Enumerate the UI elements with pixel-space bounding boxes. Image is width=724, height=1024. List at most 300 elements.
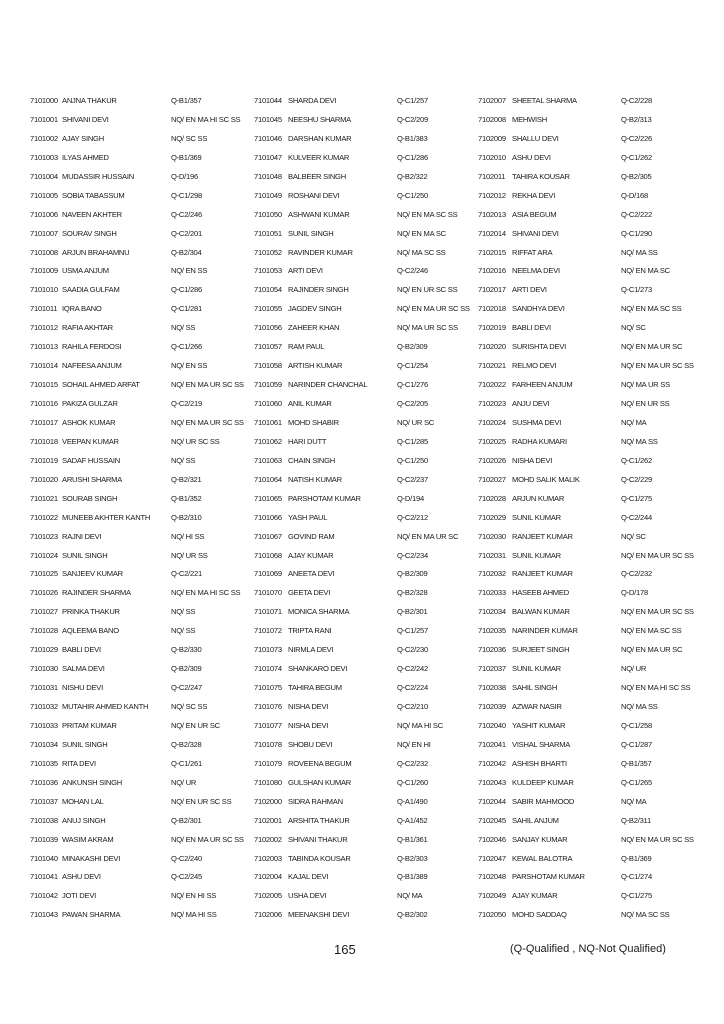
candidate-name: SADAF HUSSAIN — [62, 455, 120, 465]
candidate-name: SURISHTA DEVI — [512, 342, 566, 352]
roll-number: 7101028 — [30, 626, 58, 636]
candidate-name: ANKUNSH SINGH — [62, 777, 123, 787]
roll-number: 7101021 — [30, 493, 58, 503]
roll-number: 7102036 — [478, 645, 506, 655]
result-code: Q-B1/389 — [397, 872, 428, 882]
candidate-name: ZAHEER KHAN — [288, 323, 340, 333]
candidate-name: MEENAKSHI DEVI — [288, 910, 350, 920]
roll-number: 7102012 — [478, 190, 506, 200]
roll-number: 7102016 — [478, 266, 506, 276]
candidate-name: RANJEET KUMAR — [512, 569, 573, 579]
candidate-name: SUNIL SINGH — [62, 739, 108, 749]
result-code: Q-C1/260 — [397, 777, 428, 787]
roll-number: 7102032 — [478, 569, 506, 579]
result-code: NQ/ EN MA UR SC — [621, 342, 683, 352]
result-code: NQ/ EN MA HI SC SS — [171, 114, 241, 124]
result-code: Q-B2/322 — [397, 171, 428, 181]
result-code: Q-C1/258 — [621, 720, 652, 730]
result-code: Q-B2/330 — [171, 645, 202, 655]
roll-number: 7102009 — [478, 133, 506, 143]
result-code: Q-C2/230 — [397, 645, 428, 655]
candidate-name: SOURAB SINGH — [62, 493, 118, 503]
roll-number: 7101037 — [30, 796, 58, 806]
result-code: NQ/ EN HI — [397, 739, 431, 749]
result-code: Q-C1/262 — [621, 152, 652, 162]
result-code: NQ/ EN UR SS — [621, 399, 670, 408]
candidate-name: AZWAR NASIR — [512, 702, 562, 711]
result-code: Q-C1/286 — [397, 152, 428, 162]
roll-number: 7102013 — [478, 209, 506, 219]
roll-number: 7101056 — [254, 323, 282, 333]
result-code: Q-C1/290 — [621, 228, 652, 238]
candidate-name: SABIR MAHMOOD — [512, 796, 575, 806]
result-code: Q-C1/276 — [397, 380, 428, 390]
roll-number: 7101023 — [30, 531, 58, 541]
candidate-name: SHEETAL SHARMA — [512, 96, 577, 105]
candidate-name: SAHIL ANJUM — [512, 815, 559, 825]
roll-number: 7102020 — [478, 342, 506, 352]
result-code: NQ/ MA — [621, 796, 647, 806]
result-code: Q-B1/361 — [397, 834, 428, 844]
candidate-name: PAKIZA GULZAR — [62, 399, 118, 408]
roll-number: 7102025 — [478, 436, 506, 446]
result-code: Q-C1/298 — [171, 190, 202, 200]
candidate-name: KAJAL DEVI — [288, 872, 329, 882]
candidate-name: BABLI DEVI — [512, 323, 551, 333]
result-code: NQ/ MA — [397, 891, 423, 901]
result-code: NQ/ EN MA UR SC SS — [397, 304, 470, 314]
roll-number: 7101071 — [254, 607, 282, 617]
candidate-name: RANJEET KUMAR — [512, 531, 573, 541]
candidate-name: SUNIL KUMAR — [512, 512, 561, 522]
candidate-name: SHALLU DEVI — [512, 133, 559, 143]
result-code: Q-B2/311 — [621, 815, 651, 825]
roll-number: 7101010 — [30, 285, 58, 295]
result-code: Q-C2/209 — [397, 114, 428, 124]
roll-number: 7102046 — [478, 834, 506, 844]
roll-number: 7101007 — [30, 228, 58, 238]
roll-number: 7101054 — [254, 285, 282, 295]
roll-number: 7102028 — [478, 493, 506, 503]
roll-number: 7102019 — [478, 323, 506, 333]
candidate-name: REKHA DEVI — [512, 190, 556, 200]
result-code: Q-A1/452 — [397, 815, 428, 825]
candidate-name: NEELMA DEVI — [512, 266, 560, 276]
roll-number: 7102033 — [478, 588, 506, 598]
candidate-name: YASH PAUL — [288, 512, 328, 522]
candidate-name: AJAY SINGH — [62, 133, 104, 143]
result-code: Q-B2/305 — [621, 171, 652, 181]
roll-number: 7101055 — [254, 304, 282, 314]
candidate-name: TRIPTA RANI — [288, 626, 332, 636]
result-code: Q-C1/250 — [397, 190, 428, 200]
roll-number: 7101044 — [254, 96, 282, 105]
roll-number: 7101051 — [254, 228, 282, 238]
result-code: Q-C2/234 — [397, 550, 428, 560]
roll-number: 7101048 — [254, 171, 282, 181]
candidate-name: KULVEER KUMAR — [288, 152, 350, 162]
result-code: NQ/ EN MA UR SC SS — [621, 550, 694, 560]
result-code: NQ/ SC SS — [171, 133, 208, 143]
roll-number: 7101060 — [254, 399, 282, 408]
roll-number: 7101046 — [254, 133, 282, 143]
candidate-name: ASHWANI KUMAR — [288, 209, 350, 219]
candidate-name: PAWAN SHARMA — [62, 910, 121, 920]
candidate-name: RAHILA FERDOSI — [62, 342, 122, 352]
result-code: Q-C2/247 — [171, 683, 202, 693]
result-code: Q-C1/262 — [621, 455, 652, 465]
roll-number: 7102024 — [478, 417, 506, 427]
candidate-name: RAJINDER SHARMA — [62, 588, 131, 598]
roll-number: 7101005 — [30, 190, 58, 200]
candidate-name: GULSHAN KUMAR — [288, 777, 351, 787]
roll-number: 7102049 — [478, 891, 506, 901]
candidate-name: ASHU DEVI — [512, 152, 551, 162]
result-code: NQ/ EN MA UR SC SS — [621, 361, 694, 371]
roll-number: 7101041 — [30, 872, 58, 882]
result-code: NQ/ EN MA SC SS — [621, 304, 682, 314]
result-code: Q-C1/287 — [621, 739, 652, 749]
candidate-name: MOHD SALIK MALIK — [512, 474, 580, 484]
roll-number: 7101049 — [254, 190, 282, 200]
candidate-name: ANEETA DEVI — [288, 569, 335, 579]
result-code: NQ/ EN MA UR SC SS — [621, 607, 694, 617]
roll-number: 7101036 — [30, 777, 58, 787]
candidate-name: NARINDER KUMAR — [512, 626, 578, 636]
roll-number: 7101015 — [30, 380, 58, 390]
roll-number: 7101040 — [30, 853, 58, 863]
result-code: NQ/ EN MA UR SC SS — [621, 834, 694, 844]
result-code: Q-C1/275 — [621, 493, 652, 503]
candidate-name: ARJUN BRAHAMNU — [62, 247, 130, 257]
result-code: Q-C2/205 — [397, 399, 428, 408]
candidate-name: ARUSHI SHARMA — [62, 474, 123, 484]
result-code: NQ/ EN MA UR SC SS — [171, 417, 244, 427]
roll-number: 7101027 — [30, 607, 58, 617]
candidate-name: ARTI DEVI — [288, 266, 323, 276]
result-code: NQ/ EN MA SC SS — [621, 626, 682, 636]
roll-number: 7102043 — [478, 777, 506, 787]
result-code: Q-B2/301 — [397, 607, 428, 617]
roll-number: 7102038 — [478, 683, 506, 693]
candidate-name: NISHU DEVI — [62, 683, 103, 693]
candidate-name: SHIVANI DEVI — [62, 114, 109, 124]
candidate-name: RAJNI DEVI — [62, 531, 102, 541]
result-code: NQ/ HI SS — [171, 531, 205, 541]
result-code: Q-B1/369 — [171, 152, 202, 162]
candidate-name: VEEPAN KUMAR — [62, 436, 119, 446]
result-code: NQ/ EN MA SC — [621, 266, 670, 276]
candidate-name: RAJINDER SINGH — [288, 285, 349, 295]
result-code: NQ/ EN MA HI SC SS — [621, 683, 691, 693]
roll-number: 7102023 — [478, 399, 506, 408]
result-code: Q-C2/210 — [397, 702, 428, 711]
roll-number: 7102008 — [478, 114, 506, 124]
roll-number: 7102042 — [478, 758, 506, 768]
roll-number: 7102021 — [478, 361, 506, 371]
roll-number: 7101052 — [254, 247, 282, 257]
candidate-name: SHARDA DEVI — [288, 96, 337, 105]
roll-number: 7102034 — [478, 607, 506, 617]
result-code: Q-B2/309 — [397, 342, 428, 352]
result-code: Q-C2/224 — [397, 683, 428, 693]
page-number: 165 — [334, 942, 356, 957]
roll-number: 7101042 — [30, 891, 58, 901]
candidate-name: NATISH KUMAR — [288, 474, 342, 484]
candidate-name: GOVIND RAM — [288, 531, 335, 541]
candidate-name: IQRA BANO — [62, 304, 102, 314]
roll-number: 7102029 — [478, 512, 506, 522]
result-code: NQ/ EN SS — [171, 361, 208, 371]
candidate-name: JAGDEV SINGH — [288, 304, 342, 314]
roll-number: 7102027 — [478, 474, 506, 484]
candidate-name: NAVEEN AKHTER — [62, 209, 122, 219]
candidate-name: TAHIRA KOUSAR — [512, 171, 570, 181]
roll-number: 7102031 — [478, 550, 506, 560]
candidate-name: RITA DEVI — [62, 758, 96, 768]
roll-number: 7102006 — [254, 910, 282, 920]
result-code: NQ/ UR SC SS — [171, 436, 220, 446]
result-code: Q-C1/250 — [397, 455, 428, 465]
roll-number: 7101038 — [30, 815, 58, 825]
roll-number: 7101050 — [254, 209, 282, 219]
result-code: Q-C1/257 — [397, 626, 428, 636]
candidate-name: DARSHAN KUMAR — [288, 133, 352, 143]
candidate-name: MUTAHIR AHMED KANTH — [62, 702, 149, 711]
candidate-name: SUSHMA DEVI — [512, 417, 562, 427]
candidate-name: SUNIL SINGH — [62, 550, 108, 560]
candidate-name: JOTI DEVI — [62, 891, 97, 901]
candidate-name: MOHD SADDAQ — [512, 910, 567, 920]
roll-number: 7101024 — [30, 550, 58, 560]
candidate-name: ARTISH KUMAR — [288, 361, 343, 371]
result-code: Q-C2/221 — [171, 569, 202, 579]
roll-number: 7101074 — [254, 664, 282, 674]
result-code: Q-C1/257 — [397, 96, 428, 105]
roll-number: 7101004 — [30, 171, 58, 181]
result-code: Q-B2/328 — [397, 588, 428, 598]
candidate-name: SHIVANI DEVI — [512, 228, 559, 238]
roll-number: 7101008 — [30, 247, 58, 257]
roll-number: 7102017 — [478, 285, 506, 295]
roll-number: 7101002 — [30, 133, 58, 143]
roll-number: 7101011 — [30, 304, 58, 314]
result-code: NQ/ MA HI SC — [397, 720, 443, 730]
candidate-name: MONICA SHARMA — [288, 607, 350, 617]
result-code: Q-B2/313 — [621, 114, 652, 124]
candidate-name: SHIVANI THAKUR — [288, 834, 348, 844]
result-code: Q-C1/286 — [171, 285, 202, 295]
candidate-name: SAADIA GULFAM — [62, 285, 120, 295]
roll-number: 7101033 — [30, 720, 58, 730]
roll-number: 7102015 — [478, 247, 506, 257]
candidate-name: MOHAN LAL — [62, 796, 104, 806]
candidate-name: NARINDER CHANCHAL — [288, 380, 368, 390]
roll-number: 7101029 — [30, 645, 58, 655]
candidate-name: ASHU DEVI — [62, 872, 101, 882]
roll-number: 7101066 — [254, 512, 282, 522]
roll-number: 7102045 — [478, 815, 506, 825]
roll-number: 7101003 — [30, 152, 58, 162]
roll-number: 7101076 — [254, 702, 282, 711]
result-code: NQ/ EN MA UR SC SS — [171, 380, 244, 390]
roll-number: 7101062 — [254, 436, 282, 446]
result-code: NQ/ EN UR SC — [171, 720, 220, 730]
candidate-name: NISHA DEVI — [512, 455, 553, 465]
result-code: Q-C1/274 — [621, 872, 652, 882]
candidate-name: ARTI DEVI — [512, 285, 547, 295]
candidate-name: SANJAY KUMAR — [512, 834, 568, 844]
result-code: Q-C1/285 — [397, 436, 428, 446]
candidate-name: PARSHOTAM KUMAR — [288, 493, 361, 503]
result-code: Q-B2/309 — [171, 664, 202, 674]
candidate-name: BALWAN KUMAR — [512, 607, 570, 617]
roll-number: 7101000 — [30, 96, 58, 105]
result-code: Q-C1/273 — [621, 285, 652, 295]
result-code: NQ/ EN MA UR SC — [621, 645, 683, 655]
roll-number: 7102048 — [478, 872, 506, 882]
candidate-name: SAHIL SINGH — [512, 683, 558, 693]
candidate-name: ARSHITA THAKUR — [288, 815, 350, 825]
roll-number: 7101069 — [254, 569, 282, 579]
roll-number: 7101020 — [30, 474, 58, 484]
roll-number: 7101047 — [254, 152, 282, 162]
result-code: NQ/ MA SC SS — [397, 247, 446, 257]
roll-number: 7102011 — [478, 171, 506, 181]
result-code: NQ/ EN MA SC — [397, 228, 446, 238]
result-code: Q-C2/219 — [171, 399, 202, 408]
roll-number: 7101045 — [254, 114, 282, 124]
result-code: Q-B1/357 — [171, 96, 202, 105]
result-code: NQ/ UR — [621, 664, 647, 674]
roll-number: 7101013 — [30, 342, 58, 352]
candidate-name: WASIM AKRAM — [62, 834, 114, 844]
roll-number: 7101032 — [30, 702, 58, 711]
result-code: Q-D/168 — [621, 190, 648, 200]
result-code: Q-B2/301 — [171, 815, 202, 825]
roll-number: 7102003 — [254, 853, 282, 863]
result-code: NQ/ SC — [621, 531, 646, 541]
result-code: Q-B1/357 — [621, 758, 652, 768]
candidate-name: SHOBU DEVI — [288, 739, 333, 749]
candidate-name: SUNIL SINGH — [288, 228, 334, 238]
roll-number: 7101026 — [30, 588, 58, 598]
result-code: Q-D/196 — [171, 171, 198, 181]
result-code: Q-C1/254 — [397, 361, 428, 371]
roll-number: 7101057 — [254, 342, 282, 352]
roll-number: 7102047 — [478, 853, 506, 863]
candidate-name: USMA ANJUM — [62, 266, 109, 276]
candidate-name: SOBIA TABASSUM — [62, 190, 125, 200]
result-code: Q-C2/226 — [621, 133, 652, 143]
candidate-name: ANJU DEVI — [512, 399, 550, 408]
roll-number: 7102010 — [478, 152, 506, 162]
roll-number: 7101073 — [254, 645, 282, 655]
candidate-name: VISHAL SHARMA — [512, 739, 571, 749]
roll-number: 7101016 — [30, 399, 58, 408]
roll-number: 7102002 — [254, 834, 282, 844]
candidate-name: ANIL KUMAR — [288, 399, 332, 408]
candidate-name: MUNEEB AKHTER KANTH — [62, 512, 151, 522]
candidate-name: RAVINDER KUMAR — [288, 247, 353, 257]
candidate-name: ANUJ SINGH — [62, 815, 106, 825]
roll-number: 7101018 — [30, 436, 58, 446]
result-code: Q-C1/261 — [171, 758, 202, 768]
roll-number: 7102037 — [478, 664, 506, 674]
candidate-name: AJAY KUMAR — [288, 550, 334, 560]
result-code: Q-B2/309 — [397, 569, 428, 579]
candidate-name: PARSHOTAM KUMAR — [512, 872, 585, 882]
result-code: Q-B1/383 — [397, 133, 428, 143]
roll-number: 7101022 — [30, 512, 58, 522]
result-code: Q-C2/242 — [397, 664, 428, 674]
result-code: Q-C2/222 — [621, 209, 652, 219]
candidate-name: RIFFAT ARA — [512, 247, 553, 257]
roll-number: 7102041 — [478, 739, 506, 749]
roll-number: 7101068 — [254, 550, 282, 560]
candidate-name: HARI DUTT — [288, 436, 327, 446]
result-code: Q-C2/201 — [171, 228, 202, 238]
result-code: NQ/ SC SS — [171, 702, 208, 711]
result-code: NQ/ MA — [621, 417, 647, 427]
roll-number: 7101079 — [254, 758, 282, 768]
result-code: Q-B2/303 — [397, 853, 428, 863]
roll-number: 7102050 — [478, 910, 506, 920]
result-code: Q-B2/310 — [171, 512, 202, 522]
roll-number: 7102014 — [478, 228, 506, 238]
result-code: Q-C2/232 — [397, 758, 428, 768]
candidate-name: BABLI DEVI — [62, 645, 101, 655]
candidate-name: ASHISH BHARTI — [512, 758, 567, 768]
result-legend: (Q-Qualified , NQ-Not Qualified) — [510, 943, 666, 955]
candidate-name: KEWAL BALOTRA — [512, 853, 573, 863]
candidate-name: MEHWISH — [512, 114, 547, 124]
candidate-name: NEESHU SHARMA — [288, 114, 351, 124]
roll-number: 7101061 — [254, 417, 282, 427]
candidate-name: FARHEEN ANJUM — [512, 380, 573, 390]
result-code: NQ/ EN MA SC SS — [397, 209, 458, 219]
candidate-name: YASHIT KUMAR — [512, 720, 566, 730]
roll-number: 7101065 — [254, 493, 282, 503]
candidate-name: ANJNA THAKUR — [62, 96, 117, 105]
result-code: Q-C2/232 — [621, 569, 652, 579]
candidate-name: AJAY KUMAR — [512, 891, 558, 901]
roll-number: 7101080 — [254, 777, 282, 787]
roll-number: 7102018 — [478, 304, 506, 314]
roll-number: 7101012 — [30, 323, 58, 333]
candidate-name: TABINDA KOUSAR — [288, 853, 351, 863]
roll-number: 7101078 — [254, 739, 282, 749]
candidate-name: PRITAM KUMAR — [62, 720, 117, 730]
roll-number: 7102005 — [254, 891, 282, 901]
result-code: NQ/ MA SC SS — [621, 910, 670, 920]
result-code: NQ/ MA SS — [621, 247, 658, 257]
roll-number: 7102035 — [478, 626, 506, 636]
roll-number: 7102004 — [254, 872, 282, 882]
roll-number: 7101031 — [30, 683, 58, 693]
result-code: NQ/ UR SC — [397, 417, 434, 427]
candidate-name: ASHOK KUMAR — [62, 417, 116, 427]
roll-number: 7101001 — [30, 114, 58, 124]
result-code: NQ/ EN MA UR SC — [397, 531, 459, 541]
candidate-name: SOURAV SINGH — [62, 228, 117, 238]
candidate-name: TAHIRA BEGUM — [288, 683, 342, 693]
result-code: Q-C2/245 — [171, 872, 202, 882]
candidate-name: SURJEET SINGH — [512, 645, 570, 655]
result-code: Q-C2/228 — [621, 96, 652, 105]
roll-number: 7101039 — [30, 834, 58, 844]
candidate-name: RAFIA AKHTAR — [62, 323, 113, 333]
